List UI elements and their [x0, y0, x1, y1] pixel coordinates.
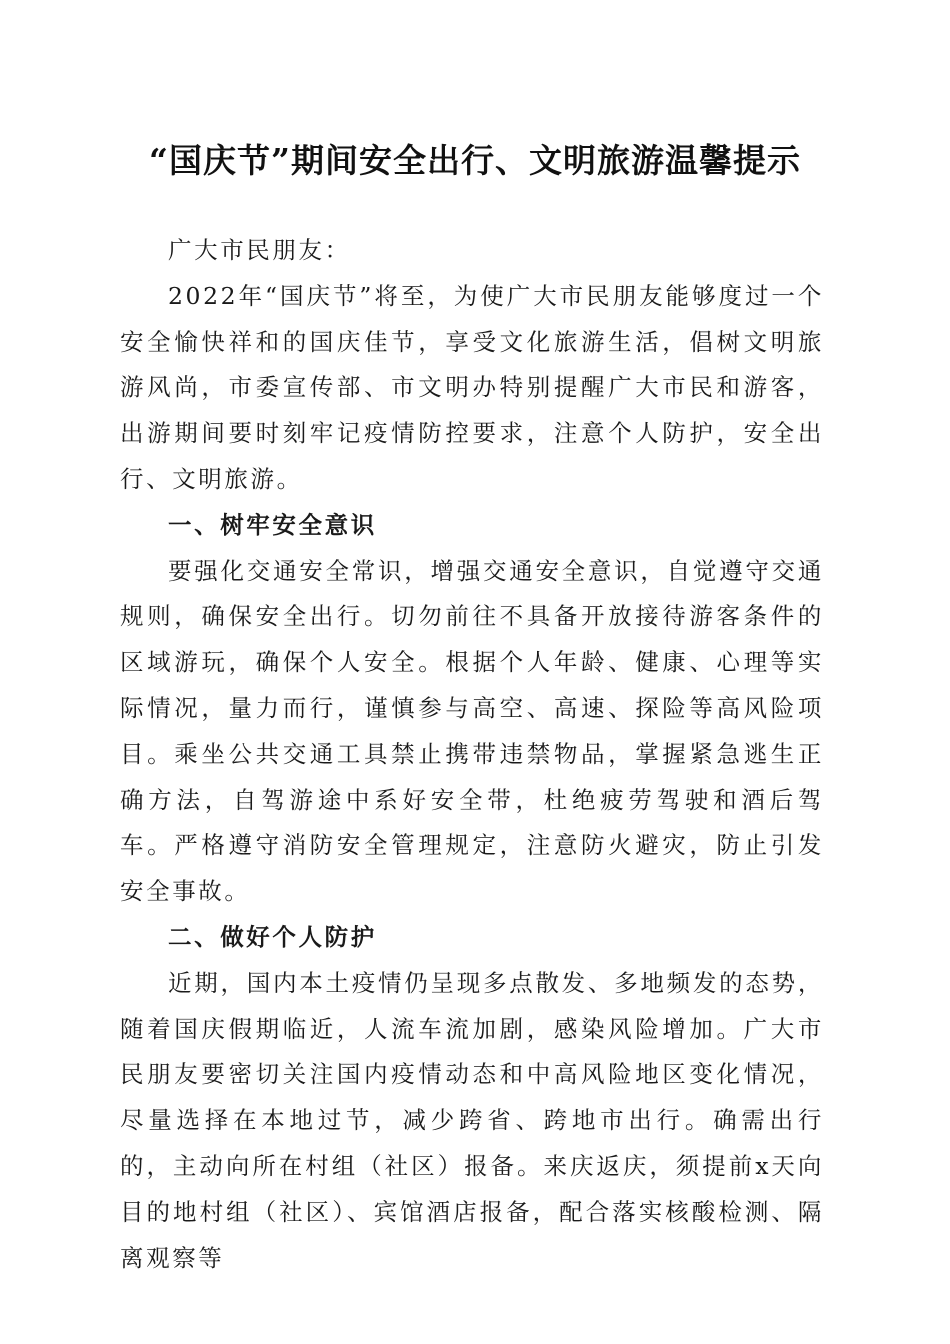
document-title: “国庆节”期间安全出行、文明旅游温馨提示 — [149, 141, 801, 180]
document-body — [120, 228, 824, 1281]
section-body-protection: 近期，国内本土疫情仍呈现多点散发、多地频发的态势，随着国庆假期临近，人流车流加剧，感染风险增加。广大市民朋友要密切关注国内疫情动态和中高风险地区变化情况，尽量选择在本地过节，减少跨省、跨地市出行。确需出行的，主动向所在村组（社区）报备。来庆返庆，须提前x天向目的地村组（社区）、宾馆酒店报备，配合落实核酸检测、隔离观察等 — [120, 968, 824, 1272]
section-heading-safety: 一、树牢安全意识 — [168, 510, 377, 539]
section-body-safety: 要强化交通安全常识，增强交通安全意识，自觉遵守交通规则，确保安全出行。切勿前往不具备开放接待游客条件的区域游玩，确保个人安全。根据个人年龄、健康、心理等实际情况，量力而行，谨慎参与高空、高速、探险等高风险项目。乘坐公共交通工具禁止携带违禁物品，掌握紧急逃生正确方法，自驾游途中系好安全带，杜绝疲劳驾驶和酒后驾车。严格遵守消防安全管理规定，注意防火避灾，防止引发安全事故。 — [120, 556, 824, 906]
section-heading-protection: 二、做好个人防护 — [168, 922, 377, 951]
intro-paragraph: 2022年“国庆节”将至，为使广大市民朋友能够度过一个安全愉快祥和的国庆佳节，享受文化旅游生活，倡树文明旅游风尚，市委宣传部、市文明办特别提醒广大市民和游客，出游期间要时刻牢记疫情防控要求，注意个人防护，安全出行、文明旅游。 — [120, 281, 824, 493]
salutation: 广大市民朋友： — [168, 236, 351, 264]
